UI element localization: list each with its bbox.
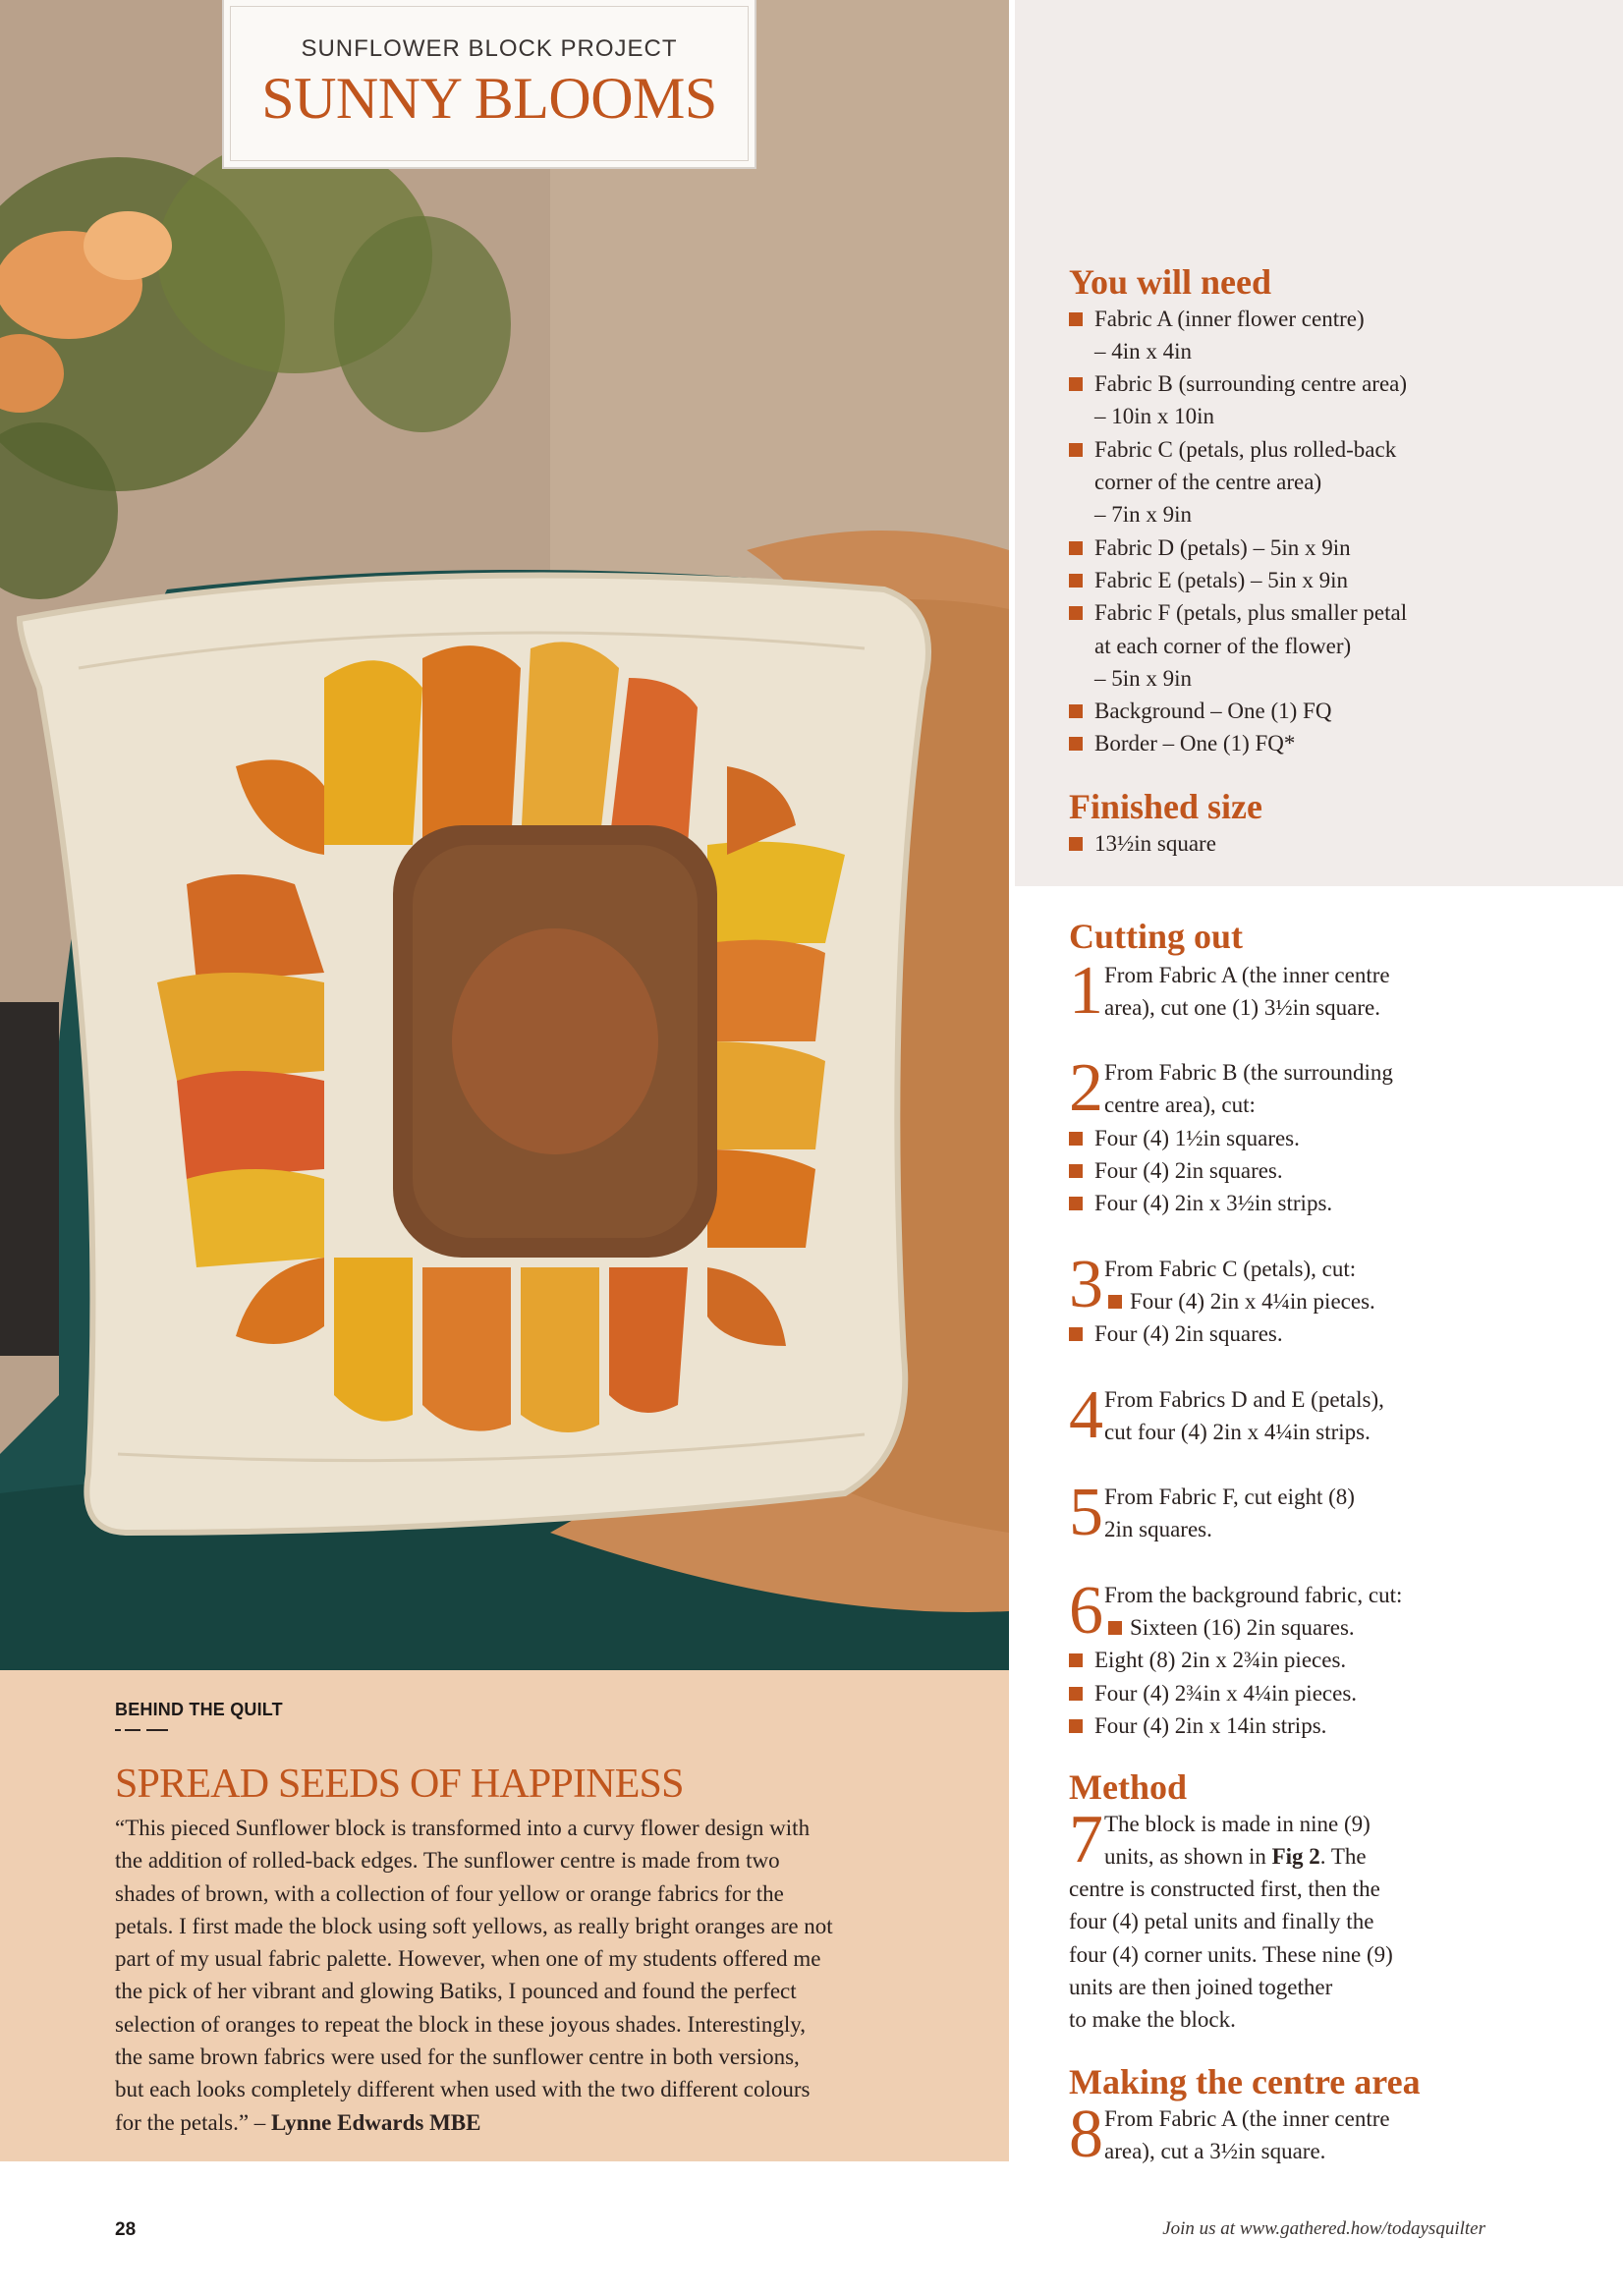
cutting-step: 5 From Fabric F, cut eight (8) 2in squares. <box>1069 1475 1355 1551</box>
cushion <box>20 575 928 1533</box>
cut-item: Four (4) 2in x 14in strips. <box>1069 1709 1580 1742</box>
materials-item: Fabric C (petals, plus rolled-back corner of the centre area) – 7in x 9in <box>1069 433 1580 532</box>
materials-item: Fabric D (petals) – 5in x 9in <box>1069 532 1580 564</box>
cutting-step: 4 From Fabrics D and E (petals), cut four (4) 2in x 4¼in strips. <box>1069 1376 1384 1453</box>
cut-item: Four (4) 2in squares. <box>1069 1154 1580 1187</box>
project-title: SUNNY BLOOMS <box>261 66 717 131</box>
step-number: 6 <box>1069 1572 1103 1649</box>
finished-size-heading: Finished size <box>1069 787 1263 826</box>
method-step: 7 The block is made in nine (9) units, as shown in Fig 2. The centre is constructed first, then the four (4) petal units and finally the four (4) corner units. These nine (9) units are then joined together to make the block. <box>1069 1801 1393 2033</box>
cut-item: Four (4) 2in squares. <box>1069 1317 1580 1350</box>
cutting-step: 2 From Fabric B (the surrounding centre area), cut: Four (4) 1½in squares. Four (4) 2in squares. Four (4) 2in x 3½in strips. <box>1069 1056 1580 1219</box>
body-line: but each looks completely different when used with the two different colours <box>115 2077 811 2102</box>
materials-item: Border – One (1) FQ* <box>1069 727 1580 759</box>
cut-item: Four (4) 2in x 3½in strips. <box>1069 1187 1580 1219</box>
body-line: for the petals.” – Lynne Edwards MBE <box>115 2109 481 2135</box>
website-link[interactable]: Join us at www.gathered.how/todaysquilter <box>1162 2218 1485 2239</box>
materials-item: Fabric F (petals, plus smaller petal at each corner of the flower) – 5in x 9in <box>1069 596 1580 695</box>
body-line: “This pieced Sunflower block is transformed into a curvy flower design with <box>115 1816 811 1840</box>
body-line: shades of brown, with a collection of four yellow or orange fabrics for the <box>115 1880 784 1906</box>
cutting-out-heading: Cutting out <box>1069 917 1244 956</box>
cut-item: Four (4) 1½in squares. <box>1069 1122 1580 1154</box>
cut-item: Eight (8) 2in x 2¾in pieces. <box>1069 1644 1580 1676</box>
step-number: 8 <box>1069 2096 1103 2172</box>
step-number: 2 <box>1069 1050 1103 1127</box>
behind-quilt-body <box>115 1812 979 2139</box>
behind-quilt-title: SPREAD SEEDS OF HAPPINESS <box>115 1762 684 1807</box>
step-number: 7 <box>1069 1801 1103 1877</box>
centre-area-section <box>1069 2062 1580 2172</box>
materials-item: Fabric B (surrounding centre area) – 10in x 10in <box>1069 367 1580 433</box>
inner-centre <box>452 928 658 1154</box>
method-section <box>1069 1768 1580 2037</box>
cutting-step: 6 From the background fabric, cut: Sixteen (16) 2in squares. Eight (8) 2in x 2¾in pieces. Four (4) 2¾in x 4¼in pieces. Four (4) 2in x 14in strips. <box>1069 1579 1580 1742</box>
step-number: 5 <box>1069 1475 1103 1551</box>
body-line: the same brown fabrics were used for the sunflower centre in both versions, <box>115 2044 800 2070</box>
body-line: the addition of rolled-back edges. The sunflower centre is made from two <box>115 1848 780 1874</box>
cut-item: Four (4) 2¾in x 4¼in pieces. <box>1069 1677 1580 1709</box>
finished-size-item: 13½in square <box>1069 827 1580 860</box>
figure-reference: Fig 2 <box>1271 1843 1320 1869</box>
materials-item: Fabric E (petals) – 5in x 9in <box>1069 564 1580 596</box>
side-table <box>0 1002 59 1356</box>
materials-list <box>1069 303 1580 760</box>
behind-the-quilt-panel <box>0 1670 1009 2161</box>
finished-size-list <box>1069 827 1580 860</box>
page-number: 28 <box>115 2219 137 2240</box>
cushion-illustration <box>0 0 1009 1670</box>
centre-area-heading: Making the centre area <box>1069 2062 1421 2101</box>
you-will-need-heading: You will need <box>1069 262 1272 302</box>
step-number: 3 <box>1069 1246 1103 1322</box>
body-line: petals. I first made the block using soft yellows, as really bright oranges are not <box>115 1913 833 1938</box>
behind-quilt-kicker: BEHIND THE QUILT <box>115 1700 283 1719</box>
method-heading: Method <box>1069 1767 1187 1807</box>
project-kicker: SUNFLOWER BLOCK PROJECT <box>301 35 678 62</box>
centre-step: 8 From Fabric A (the inner centre area), cut a 3½in square. <box>1069 2096 1390 2172</box>
cutting-step: 3 From Fabric C (petals), cut: Four (4) 2in x 4¼in pieces. Four (4) 2in squares. <box>1069 1253 1580 1351</box>
materials-item: Background – One (1) FQ <box>1069 695 1580 727</box>
body-line: selection of oranges to repeat the block in these joyous shades. Interestingly, <box>115 2011 807 2037</box>
body-line: part of my usual fabric palette. However, when one of my students offered me <box>115 1946 821 1972</box>
you-will-need-section <box>1069 263 1580 760</box>
sunflower-cushion-photo <box>0 0 1009 1670</box>
materials-item: Fabric A (inner flower centre) – 4in x 4in <box>1069 303 1580 368</box>
body-line: the pick of her vibrant and glowing Batiks, I pounced and found the perfect <box>115 1979 797 2004</box>
cut-item: Four (4) 2in x 4¼in pieces. <box>1069 1285 1580 1317</box>
cutting-out-section <box>1069 918 1580 1742</box>
title-box <box>222 0 756 169</box>
finished-size-section <box>1069 788 1580 860</box>
step-number: 1 <box>1069 952 1103 1029</box>
step-number: 4 <box>1069 1376 1103 1453</box>
kicker-rule <box>115 1729 170 1731</box>
author-name: Lynne Edwards MBE <box>271 2109 481 2135</box>
cutting-step: 1 From Fabric A (the inner centre area), cut one (1) 3½in square. <box>1069 952 1390 1029</box>
cut-item: Sixteen (16) 2in squares. <box>1069 1611 1580 1644</box>
